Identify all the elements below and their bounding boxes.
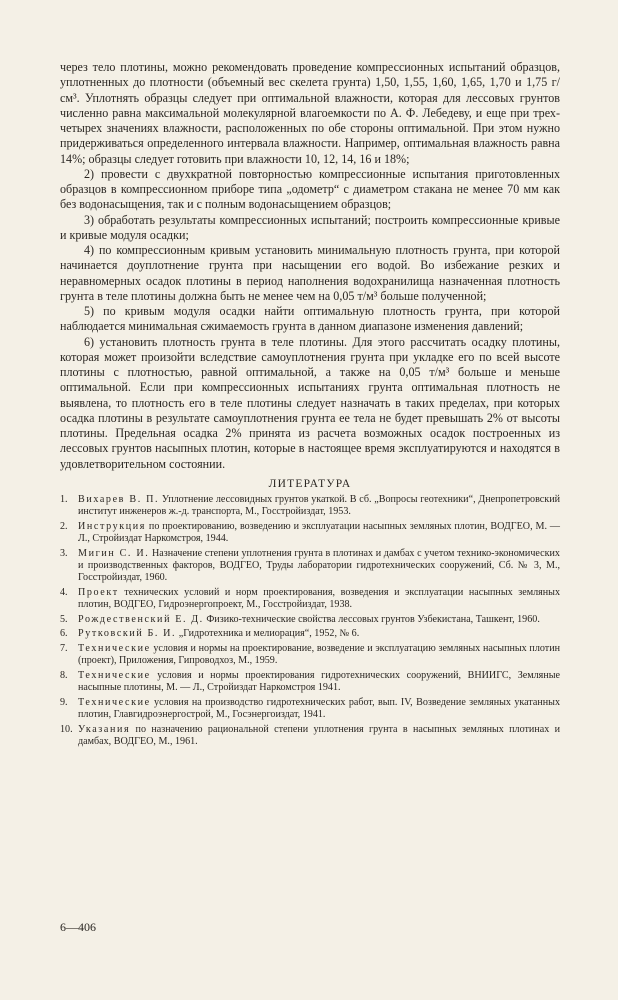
reference-author: Технические (78, 696, 151, 708)
reference-number: 6. (60, 628, 68, 640)
reference-text: условия и нормы на проектирование, возведение и эксплуатацию земляных насыпных плотин (проект), Приложения, Гипроводхоз, М., 1959. (78, 642, 560, 667)
reference-text: Уплотнение лессовидных грунтов укаткой. В сб. „Вопросы геотехники“, Днепропетровский институт инженеров ж.-д. транспорта, М., Госстройиздат, 1953. (78, 493, 560, 517)
reference-author: Технические (78, 642, 151, 654)
reference-author: Рутковский Б. И. (78, 628, 177, 640)
reference-text: по проектированию, возведению и эксплуатации насыпных земляных плотин, ВОДГЕО, М. — Л., Стройиздат Наркомстроя, 1944. (78, 520, 560, 544)
reference-list (60, 494, 560, 748)
body-paragraph: 2) провести с двухкратной повторностью компрессионные испытания приготовленных образцов в компрессионном приборе типа „одометр“ с диаметром стакана не менее 70 мм как без водонасыщения, так и с полным водонасыщением образцов; (60, 166, 560, 212)
reference-author: Проект (78, 586, 119, 598)
body-text (60, 60, 560, 472)
reference-number: 7. (60, 642, 68, 654)
reference-number: 3. (60, 547, 68, 559)
body-paragraph: 5) по кривым модуля осадки найти оптимальную плотность грунта, при которой наблюдается минимальная сжимаемость грунта в данном диапазоне изменения давлений; (60, 304, 560, 334)
reference-item (60, 628, 560, 640)
reference-item (60, 670, 560, 694)
reference-text: „Гидротехника и мелиорация“, 1952, № 6. (176, 628, 360, 640)
reference-author: Технические (78, 669, 151, 681)
literature-heading: ЛИТЕРАТУРА (268, 477, 352, 490)
reference-item (60, 521, 560, 545)
reference-number: 10. (60, 723, 73, 735)
reference-text: условия на производство гидротехнических работ, вып. IV, Возведение земляных укатанных плотин, Главгидроэнергострой, М., Госэнергоиздат, 1941. (78, 696, 560, 720)
reference-author: Рождественский Е. Д. (78, 613, 204, 625)
reference-item (60, 614, 560, 626)
reference-text: технических условий и норм проектирования, возведения и эксплуатации насыпных земляных плотин, ВОДГЕО, Гидроэнергопроект, М., Госстройиздат, 1938. (78, 586, 560, 610)
body-paragraph: 3) обработать результаты компрессионных испытаний; построить компрессионные кривые и кривые модуля осадки; (60, 212, 560, 242)
reference-text: Физико-технические свойства лессовых грунтов Узбекистана, Ташкент, 1960. (203, 613, 540, 625)
reference-number: 4. (60, 586, 68, 598)
body-paragraph: 4) по компрессионным кривым установить минимальную плотность грунта, при которой начинается доуплотнение грунта при насыщении его водой. Во избежание резких и неравномерных осадок плотины в период наполнения водохранилища назначенная плотность грунта в теле плотины должна быть не менее чем на 0,05 т/м³ больше полученной; (60, 243, 560, 303)
reference-author: Инструкция (78, 520, 147, 532)
reference-number: 2. (60, 520, 68, 532)
reference-item (60, 724, 560, 748)
reference-item (60, 587, 560, 611)
reference-text: по назначению рациональной степени уплотнения грунта в насыпных земляных плотинах и дамбах, ВОДГЕО, М., 1961. (78, 723, 560, 747)
reference-author: Мигин С. И. (78, 547, 150, 559)
reference-item (60, 548, 560, 585)
reference-text: Назначение степени уплотнения грунта в плотинах и дамбах с учетом технико-экономических и производственных факторов, ВОДГЕО, Труды лаборатории гидротехнических сооружений, Сб. № 3, М., Госстройиздат, 1960. (78, 547, 560, 583)
reference-item (60, 643, 560, 667)
reference-text: условия и нормы проектирования гидротехнических сооружений, ВНИИГС, Земляные насыпные плотины, М. — Л., Стройиздат Наркомстроя 1941. (78, 669, 560, 694)
reference-number: 8. (60, 669, 68, 681)
reference-item (60, 494, 560, 518)
reference-item (60, 697, 560, 721)
reference-author: Указания (78, 723, 131, 735)
body-paragraph: через тело плотины, можно рекомендовать проведение компрессионных испытаний образцов, уплотненных до плотности (объемный вес скелета грунта) 1,50, 1,55, 1,60, 1,65, 1,70 и 1,75 г/см³. Уплотнять образцы следует при оптимальной влажности, которая для лессовых грунтов численно равна максимальной молекулярной влагоемкости по А. Ф. Лебедеву, и еще при трех-четырех значениях влажности, расположенных по обе стороны оптимальной. При этом нужно придерживаться определенного интервала влажности. Например, оптимальная влажность равна 14%; образцы следует готовить при влажности 10, 12, 14, 16 и 18%; (60, 60, 560, 166)
body-paragraph: 6) установить плотность грунта в теле плотины. Для этого рассчитать осадку плотины, которая может произойти вследствие самоуплотнения грунта при укладке его по всей высоте плотины с плотностью, равной оптимальной, а также на 0,05 т/м³ больше и меньше оптимальной. Если при компрессионных испытаниях грунта оптимальная плотность не выявлена, то плотность его в теле плотины следует назначать в таких пределах, при которых осадка плотины в результате самоуплотнения грунта ее тела не будет превышать 2% от высоты плотины. Предельная осадка 2% принята из расчета возможных осадок построенных из лессовых грунтов насыпных плотин, которые в настоящее время эксплуатируются и находятся в удовлетворительном состоянии. (60, 334, 560, 471)
reference-number: 9. (60, 696, 68, 708)
reference-author: Вихарев В. П. (78, 493, 160, 505)
reference-number: 1. (60, 493, 68, 505)
page-number: 6—406 (60, 920, 96, 934)
reference-number: 5. (60, 613, 68, 625)
